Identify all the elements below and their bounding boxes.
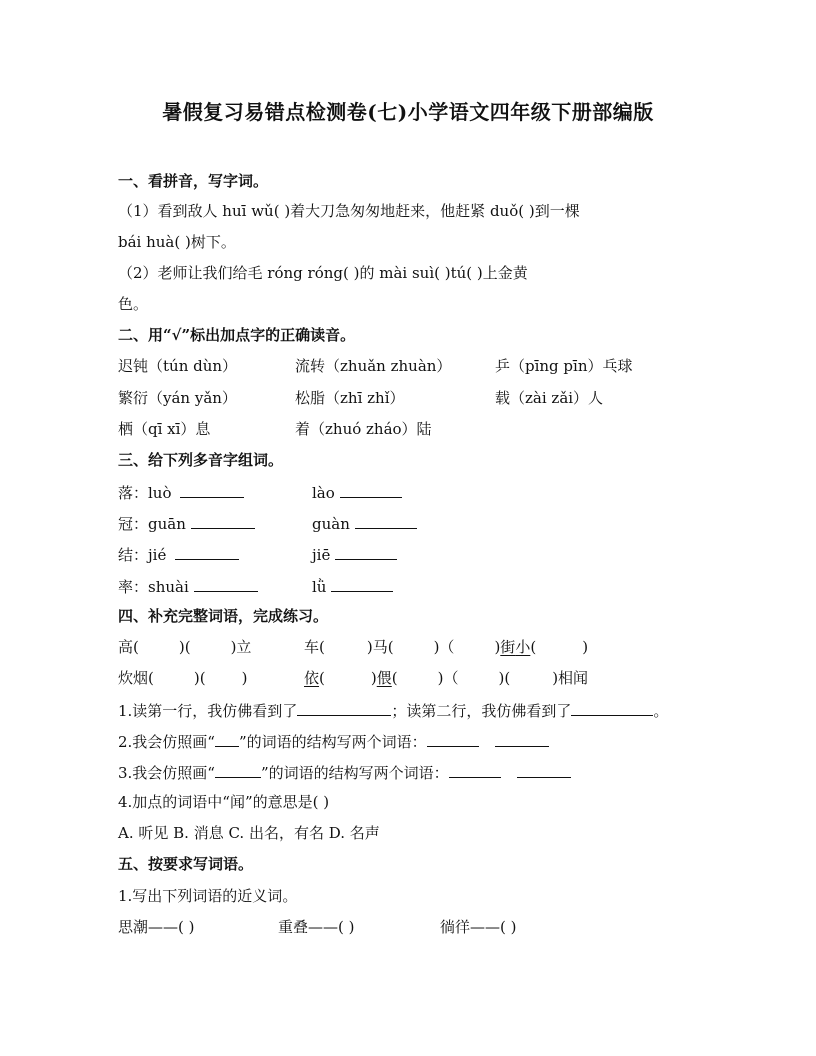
word-part: )（ [433,638,455,656]
s5-item: 徜徉——( ) [440,918,517,936]
answer-blank[interactable] [517,761,571,778]
answer-blank[interactable] [355,512,417,529]
word-part: ( [319,669,325,687]
underlined-char: 依 [304,669,320,687]
s3-row-b [312,543,397,565]
question-text: ”的词语的结构写两个词语： [260,764,449,782]
word-part: 高( [118,638,139,656]
s3-row-a [118,481,244,503]
word-part: ( [530,638,537,656]
s3-pinyin: 冠：guān [118,515,186,533]
answer-blank[interactable] [449,761,501,778]
s3-pinyin: 结：jié [118,546,167,564]
word-part: 车( [304,638,325,656]
question-text: 3.我会仿照画“ [118,764,215,782]
s2-item: 乒（pīng pīn）乓球 [495,357,633,375]
word-part: )立 [230,638,252,656]
s2-item: 流转（zhuǎn zhuàn） [295,357,452,375]
s1-q1-line2: bái huà( )树下。 [118,233,236,251]
s5-item: 重叠——( ) [278,918,355,936]
s3-pinyin: lǜ [312,578,327,596]
question-text: 1.读第一行，我仿佛看到了 [118,702,298,720]
s3-pinyin: lào [312,484,335,502]
structure-blank [215,761,261,778]
section-2-heading: 二、用“√”标出加点字的正确读音。 [118,326,356,344]
answer-blank[interactable] [297,699,391,716]
answer-blank[interactable] [427,730,479,747]
word-part: )( [498,669,511,687]
s3-pinyin: jiē [312,546,331,564]
word-part: 炊烟( [118,669,154,687]
structure-blank [215,730,239,747]
s4-word-chuiyan [118,668,247,688]
s2-item: 栖（qī xī）息 [118,420,211,438]
s3-row-a [118,512,255,534]
s4-q4: 4.加点的词语中“闻”的意思是( ) [118,793,330,811]
word-part: )( [178,638,191,656]
question-text: 。 [653,702,669,720]
s5-item: 思潮——( ) [118,918,195,936]
answer-blank[interactable] [340,481,402,498]
s3-pinyin: 率：shuài [118,578,189,596]
s3-row-b [312,512,417,534]
s3-pinyin: guàn [312,515,350,533]
s3-row-a [118,575,258,597]
word-part: )（ [437,669,459,687]
word-part: ) [241,669,248,687]
s2-item: 载（zài zǎi）人 [495,389,604,407]
word-part: ) [370,669,377,687]
underlined-char: 街 [500,638,516,656]
section-5-heading: 五、按要求写词语。 [118,855,254,873]
word-part: ) [582,638,589,656]
answer-blank[interactable] [175,543,239,560]
word-part: )马( [366,638,394,656]
s4-word-che [304,637,588,657]
word-part: )( [193,669,206,687]
s1-q1-line1: （1）看到敌人 huī wǔ( )着大刀急匆匆地赶来，他赶紧 duǒ( )到一棵 [118,202,580,220]
section-4-heading: 四、补充完整词语，完成练习。 [118,607,329,625]
answer-blank[interactable] [194,575,258,592]
section-3-heading: 三、给下列多音字组词。 [118,451,284,469]
s1-q2-line1: （2）老师让我们给毛 róng róng( )的 mài suì( )tú( )上金黄 [118,264,528,282]
s3-pinyin: 落：luò [118,484,172,502]
answer-blank[interactable] [331,575,393,592]
underlined-char: 小 [515,638,531,656]
answer-blank[interactable] [335,543,397,560]
section-1-heading: 一、看拼音，写字词。 [118,172,269,190]
s2-item: 迟钝（tún dùn） [118,357,238,375]
page-title: 暑假复习易错点检测卷(七)小学语文四年级下册部编版 [162,100,654,124]
s1-q2-line2: 色。 [118,295,149,313]
s5-q1: 1.写出下列词语的近义词。 [118,887,298,905]
word-part: )相闻 [552,669,589,687]
answer-blank[interactable] [180,481,244,498]
word-part: ( [391,669,398,687]
question-text: ”的词语的结构写两个词语： [238,733,427,751]
s3-row-b [312,575,393,597]
s4-q3 [118,761,571,783]
s2-item: 繁衍（yán yǎn） [118,389,237,407]
s4-word-gao [118,637,251,657]
s3-row-a [118,543,239,565]
s4-word-yiwei [304,668,588,688]
answer-blank[interactable] [495,730,549,747]
s3-row-b [312,481,402,503]
underlined-char: 偎 [376,669,392,687]
answer-blank[interactable] [191,512,255,529]
s2-item: 着（zhuó zháo）陆 [295,420,432,438]
s4-options: A. 听见 B. 消息 C. 出名，有名 D. 名声 [118,824,380,842]
answer-blank[interactable] [571,699,653,716]
word-part: ) [494,638,501,656]
question-text: 2.我会仿照画“ [118,733,215,751]
s4-q2 [118,730,549,752]
s2-item: 松脂（zhī zhǐ） [295,389,405,407]
question-text: ；读第二行，我仿佛看到了 [391,702,572,720]
s4-q1 [118,699,668,721]
